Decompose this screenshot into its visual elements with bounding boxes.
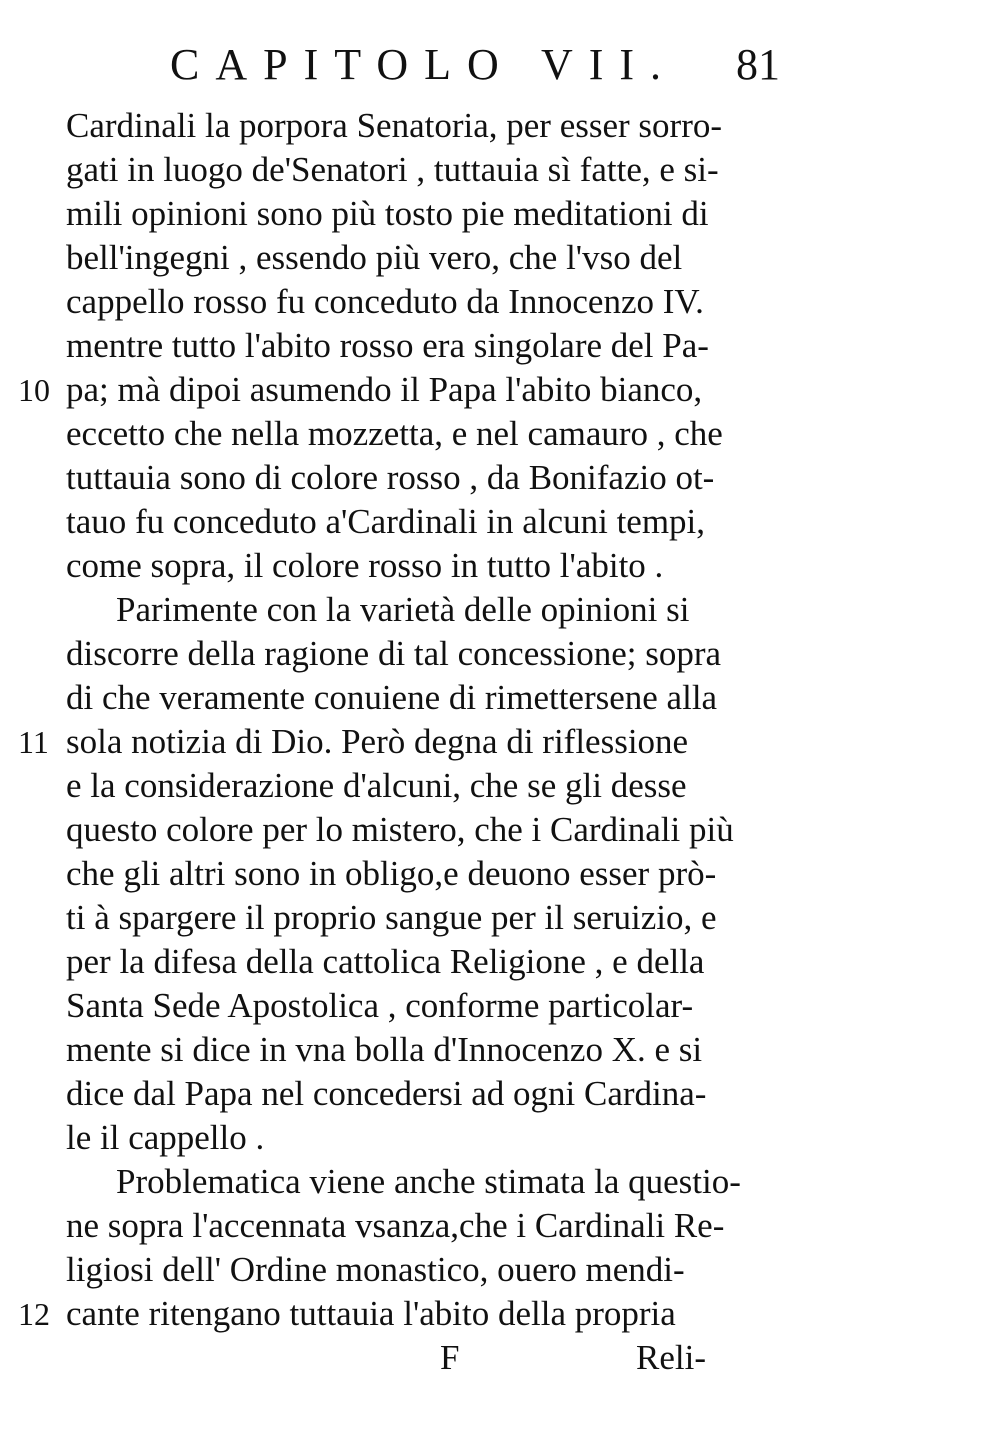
- margin-line-number: 12: [18, 1296, 50, 1332]
- text-line: Santa Sede Apostolica , conforme particolar-: [66, 986, 694, 1025]
- text-line: ti à spargere il proprio sangue per il seruizio, e: [66, 898, 717, 937]
- text-line: le il cappello .: [66, 1118, 265, 1157]
- text-line: ne sopra l'accennata vsanza,che i Cardinali Re-: [66, 1206, 725, 1245]
- text-line: discorre della ragione di tal concessione; sopra: [66, 634, 722, 673]
- catchword: Reli-: [636, 1338, 706, 1377]
- text-line: bell'ingegni , essendo più vero, che l'vso del: [66, 238, 683, 277]
- text-line: Cardinali la porpora Senatoria, per esser sorro-: [66, 106, 723, 145]
- text-line: dice dal Papa nel concedersi ad ogni Cardina-: [66, 1074, 707, 1113]
- text-line: mente si dice in vna bolla d'Innocenzo X. e si: [66, 1030, 703, 1069]
- text-line: per la difesa della cattolica Religione , e della: [66, 942, 705, 981]
- paragraph-start-line: Problematica viene anche stimata la questio-: [116, 1162, 741, 1201]
- margin-line-number: 10: [18, 372, 50, 408]
- text-line: come sopra, il colore rosso in tutto l'abito .: [66, 546, 664, 585]
- text-line: gati in luogo de'Senatori , tuttauia sì fatte, e si-: [66, 150, 719, 189]
- text-line: tauo fu conceduto a'Cardinali in alcuni tempi,: [66, 502, 706, 541]
- text-line: che gli altri sono in obligo,e deuono esser prò-: [66, 854, 717, 893]
- page-header: [170, 30, 780, 100]
- margin-line-number: 11: [18, 724, 49, 760]
- text-line: di che veramente conuiene di rimettersene alla: [66, 678, 718, 717]
- text-line: mili opinioni sono più tosto pie meditationi di: [66, 194, 709, 233]
- text-line: e la considerazione d'alcuni, che se gli desse: [66, 766, 687, 805]
- text-line: sola notizia di Dio. Però degna di riflessione: [66, 722, 689, 761]
- paragraph-start-line: Parimente con la varietà delle opinioni si: [116, 590, 690, 629]
- text-line: questo colore per lo mistero, che i Cardinali più: [66, 810, 734, 849]
- text-line: cappello rosso fu conceduto da Innocenzo IV.: [66, 282, 704, 321]
- page-number: 81: [736, 40, 780, 89]
- text-line: tuttauia sono di colore rosso , da Bonifazio ot-: [66, 458, 715, 497]
- text-line: pa; mà dipoi asumendo il Papa l'abito bianco,: [66, 370, 703, 409]
- text-line: ligiosi dell' Ordine monastico, ouero mendi-: [66, 1250, 685, 1289]
- text-line: eccetto che nella mozzetta, e nel camauro , che: [66, 414, 723, 453]
- text-line: cante ritengano tuttauia l'abito della propria: [66, 1294, 676, 1333]
- signature-mark: F: [440, 1338, 460, 1377]
- text-line: mentre tutto l'abito rosso era singolare del Pa-: [66, 326, 709, 365]
- running-title: CAPITOLO VII.: [170, 40, 678, 89]
